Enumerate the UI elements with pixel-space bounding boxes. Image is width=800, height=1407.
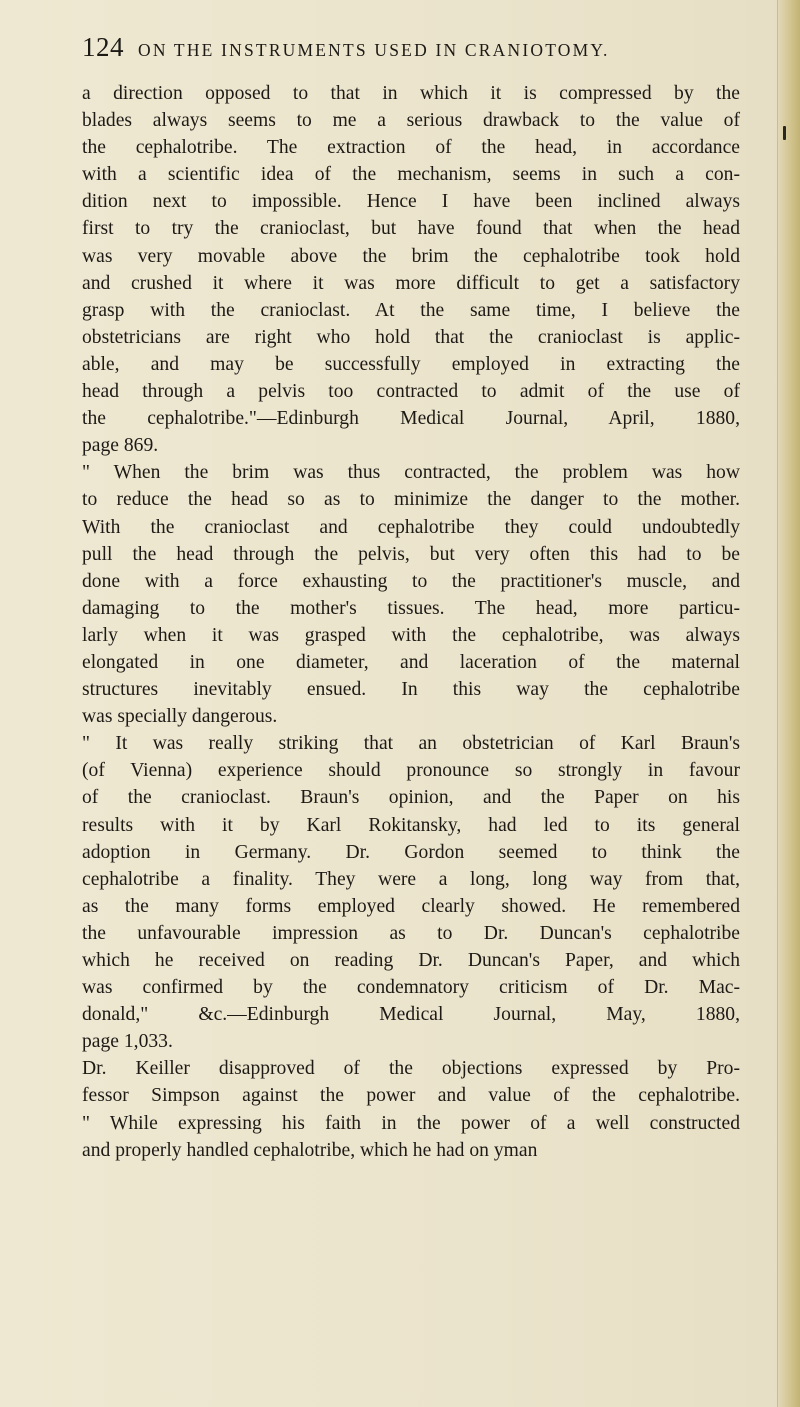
- text-line: structures inevitably ensued. In this way the cephalotribe: [82, 679, 740, 701]
- text-line: " While expressing his faith in the power of a well constructed: [82, 1112, 740, 1134]
- text-line: blades always seems to me a serious drawback to the value of: [82, 110, 740, 132]
- text-line: done with a force exhausting to the practitioner's muscle, and: [82, 570, 740, 592]
- text-line: adoption in Germany. Dr. Gordon seemed to think the: [82, 841, 740, 863]
- text-line: of the cranioclast. Braun's opinion, and the Paper on his: [82, 787, 740, 809]
- text-line: the cephalotribe. The extraction of the head, in accordance: [82, 137, 740, 159]
- text-line: obstetricians are right who hold that the cranioclast is applic-: [82, 326, 740, 348]
- text-line: was very movable above the brim the cephalotribe took hold: [82, 245, 740, 267]
- text-line: which he received on reading Dr. Duncan's Paper, and which: [82, 950, 740, 971]
- text-line: and properly handled cephalotribe, which he had on yman: [82, 1139, 538, 1161]
- text-line: fessor Simpson against the power and value of the cephalotribe.: [82, 1085, 740, 1107]
- text-line: the unfavourable impression as to Dr. Duncan's cephalotribe: [82, 922, 740, 944]
- text-line: grasp with the cranioclast. At the same time, I believe the: [82, 299, 740, 321]
- text-line: was confirmed by the condemnatory criticism of Dr. Mac-: [82, 977, 740, 999]
- text-line: first to try the cranioclast, but have found that when the head: [82, 218, 740, 240]
- text-line: Dr. Keiller disapproved of the objections expressed by Pro-: [82, 1058, 740, 1080]
- text-line: damaging to the mother's tissues. The head, more particu-: [82, 597, 740, 619]
- text-line: With the cranioclast and cephalotribe they could undoubtedly: [82, 516, 740, 538]
- text-line: as the many forms employed clearly showed. He remembered: [82, 895, 740, 917]
- text-line: page 869.: [82, 435, 159, 457]
- page-edge: [777, 0, 800, 1407]
- text-line: was specially dangerous.: [82, 706, 278, 728]
- text-line: elongated in one diameter, and laceration of the maternal: [82, 651, 740, 673]
- text-line: " When the brim was thus contracted, the problem was how: [82, 462, 740, 484]
- text-line: dition next to impossible. Hence I have been inclined always: [82, 191, 740, 213]
- text-line: the cephalotribe."—Edinburgh Medical Journal, April, 1880,: [82, 408, 740, 430]
- text-line: head through a pelvis too contracted to admit of the use of: [82, 381, 740, 403]
- body-text: [82, 80, 740, 1164]
- text-line: a direction opposed to that in which it is compressed by the: [82, 83, 740, 104]
- text-line: to reduce the head so as to minimize the danger to the mother.: [82, 489, 740, 511]
- running-title: ON THE INSTRUMENTS USED IN CRANIOTOMY.: [138, 40, 610, 60]
- edge-mark: [783, 126, 786, 140]
- text-line: page 1,033.: [82, 1031, 173, 1053]
- text-line: with a scientific idea of the mechanism, seems in such a con-: [82, 164, 740, 186]
- text-line: donald," &c.—Edinburgh Medical Journal, May, 1880,: [82, 1004, 740, 1026]
- text-line: and crushed it where it was more difficult to get a satisfactory: [82, 272, 740, 294]
- page-header: [82, 32, 722, 72]
- text-line: larly when it was grasped with the cephalotribe, was always: [82, 624, 740, 646]
- text-line: " It was really striking that an obstetrician of Karl Braun's: [82, 733, 740, 755]
- text-line: results with it by Karl Rokitansky, had led to its general: [82, 814, 740, 836]
- page-number: 124: [82, 32, 124, 62]
- text-line: pull the head through the pelvis, but very often this had to be: [82, 543, 740, 565]
- text-line: (of Vienna) experience should pronounce so strongly in favour: [82, 760, 740, 782]
- text-line: cephalotribe a finality. They were a long, long way from that,: [82, 868, 740, 890]
- text-line: able, and may be successfully employed in extracting the: [82, 353, 740, 375]
